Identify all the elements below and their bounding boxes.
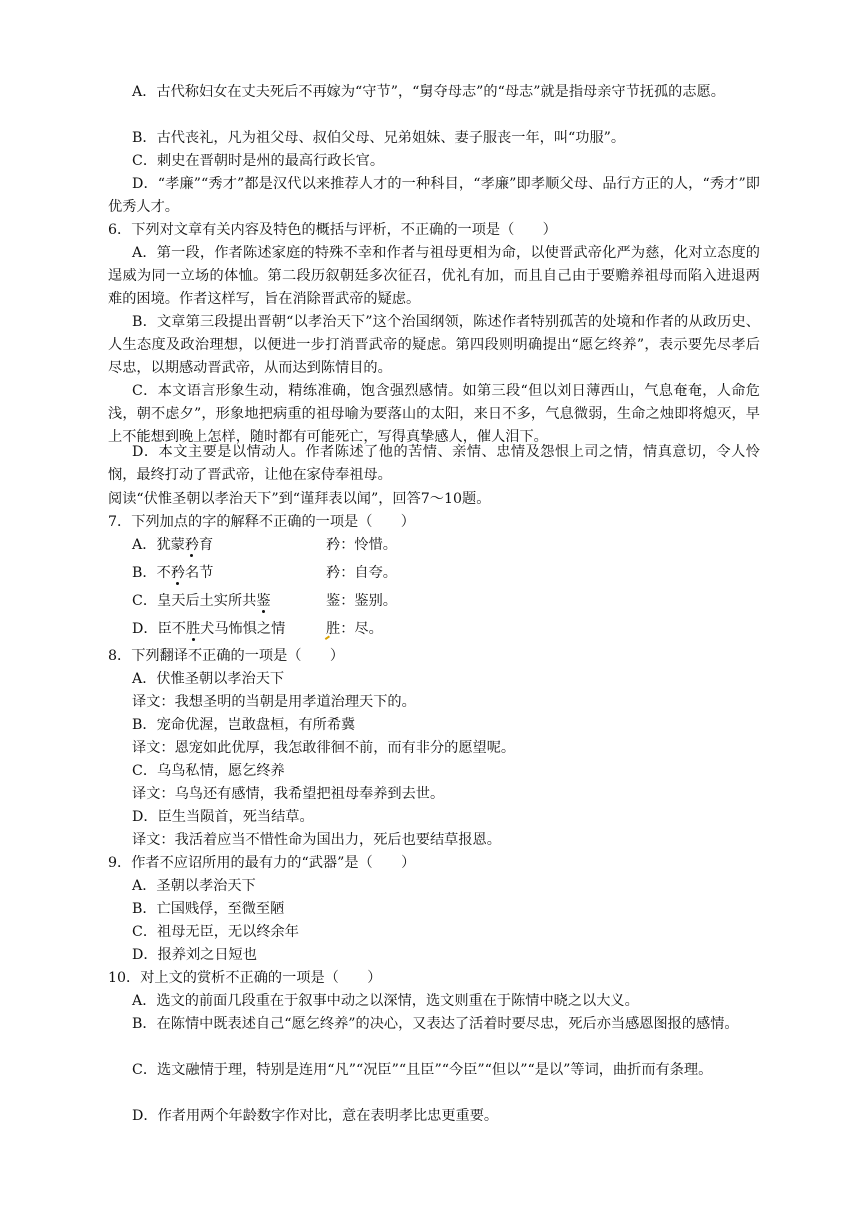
q10-option-d: D．作者用两个年龄数字作对比，意在表明孝比忠更重要。: [132, 1108, 499, 1124]
option-text: 不: [156, 565, 171, 581]
q7-option-a: [132, 534, 397, 557]
option-gloss: 胜：尽。: [326, 618, 383, 641]
q7-option-b: [132, 562, 397, 585]
q5-option-b: B．古代丧礼，凡为祖父母、叔伯父母、兄弟姐妹、妻子服丧一年，叫“功服”。: [132, 130, 626, 146]
q10-stem: 10．对上文的赏析不正确的一项是（ ）: [108, 970, 382, 986]
option-text: 名节: [185, 565, 214, 581]
q9-option-d: D．报养刘之日短也: [132, 947, 257, 963]
option-label: D．: [132, 621, 158, 637]
q8-stem: 8．下列翻译不正确的一项是（ ）: [108, 648, 345, 664]
option-text: 臣不: [157, 621, 186, 637]
q9-option-c: C．祖母无臣，无以终余年: [132, 924, 299, 940]
q8-option-a: A．伏惟圣朝以孝治天下: [132, 671, 285, 687]
option-label: B．: [132, 565, 157, 581]
q9-stem: 9．作者不应诏所用的最有力的“武器”是（ ）: [108, 855, 416, 871]
dotted-char: 胜: [185, 621, 201, 637]
dotted-char: 矜: [170, 565, 186, 581]
option-gloss: 矜：自夸。: [326, 565, 397, 581]
q8-option-d: D．臣生当陨首，死当结草。: [132, 809, 314, 825]
q10-option-a: A．选文的前面几段重在于叙事中动之以深情，选文则重在于陈情中晓之以大义。: [132, 993, 639, 1009]
q8-option-a-translation: 译文：我想圣明的当朝是用孝道治理天下的。: [132, 694, 416, 710]
option-text: 育: [199, 537, 214, 553]
q9-option-a: A．圣朝以孝治天下: [132, 878, 256, 894]
q7-stem: 7．下列加点的字的解释不正确的一项是（ ）: [108, 514, 415, 530]
q10-option-c: C．选文融情于理，特别是连用“凡”“况臣”“且臣”“今臣”“但以”“是以”等词，曲折而有条理。: [132, 1062, 713, 1078]
q10-option-b: B．在陈情中既表述自己“愿乞终养”的决心，又表达了活着时要尽忠，死后亦当感恩图报的感情。: [132, 1016, 739, 1032]
option-label: C．: [132, 593, 158, 609]
q6-option-c: C．本文语言形象生动，精练准确，饱含强烈感情。如第三段“但以刘日薄西山，气息奄奄，人命危浅，朝不虑夕”，形象地把病重的祖母喻为要落山的太阳，来日不多，气息微弱，生命之烛即将熄灭，早上不能想到晚上怎样，随时都有可能死亡，写得真挚感人，催人泪下。: [108, 383, 760, 446]
q7-option-d: [132, 618, 383, 641]
option-text: 犬马怖惧之情: [200, 621, 286, 637]
q5-option-c: C．刺史在晋朝时是州的最高行政长官。: [132, 153, 385, 169]
q8-option-b: B．宠命优渥，岂敢盘桓，有所希冀: [132, 717, 356, 733]
q8-option-b-translation: 译文：恩宠如此优厚，我怎敢徘徊不前，而有非分的愿望呢。: [132, 740, 516, 756]
q8-option-c: C．乌鸟私情，愿乞终养: [132, 763, 285, 779]
q6-stem: 6．下列对文章有关内容及特色的概括与评析，不正确的一项是（ ）: [108, 222, 557, 238]
reading-instruction: 阅读“伏惟圣朝以孝治天下”到“谨拜表以闻”，回答7～10题。: [108, 491, 491, 507]
option-text: 犹蒙: [156, 537, 185, 553]
option-gloss: 矜：怜惜。: [326, 537, 397, 553]
q6-option-a: A．第一段，作者陈述家庭的特殊不幸和作者与祖母更相为命，以使晋武帝化严为慈，化对立态度的逞威为同一立场的体恤。第二段历叙朝廷多次征召，优礼有加，而且自己由于要赡养祖母而陷入进退两难的困境。作者这样写，旨在消除晋武帝的疑虑。: [108, 245, 760, 308]
option-label: A．: [132, 537, 157, 553]
q5-option-a: A．古代称妇女在丈夫死后不再嫁为“守节”，“舅夺母志”的“母志”就是指母亲守节抚孤的志愿。: [132, 84, 725, 100]
dotted-char: 鉴: [256, 593, 271, 609]
dotted-char: 矜: [184, 537, 200, 553]
q8-option-c-translation: 译文：乌鸟还有感情，我希望把祖母奉养到去世。: [132, 786, 445, 802]
q5-option-d: D．“孝廉”“秀才”都是汉代以来推荐人才的一种科目，“孝廉”即孝顺父母、品行方正的人，“秀才”即优秀人才。: [108, 176, 760, 216]
option-text: 皇天后土实所共: [157, 593, 257, 609]
q6-option-b: B．文章第三段提出晋朝“以孝治天下”这个治国纲领，陈述作者特别孤苦的处境和作者的从政历史、人生态度及政治理想，以便进一步打消晋武帝的疑虑。第四段则明确提出“愿乞终养”，表示要先尽孝后尽忠，以期感动晋武帝，从而达到陈情目的。: [108, 314, 760, 377]
option-gloss: 鉴：鉴别。: [326, 593, 397, 609]
q7-option-c: [132, 590, 397, 613]
q9-option-b: B．亡国贱俘，至微至陋: [132, 901, 285, 917]
q8-option-d-translation: 译文：我活着应当不惜性命为国出力，死后也要结草报恩。: [132, 832, 501, 848]
q6-option-d: D．本文主要是以情动人。作者陈述了他的苦情、亲情、忠情及怨恨上司之情，情真意切，令人怜悯，最终打动了晋武帝，让他在家侍奉祖母。: [108, 444, 760, 484]
